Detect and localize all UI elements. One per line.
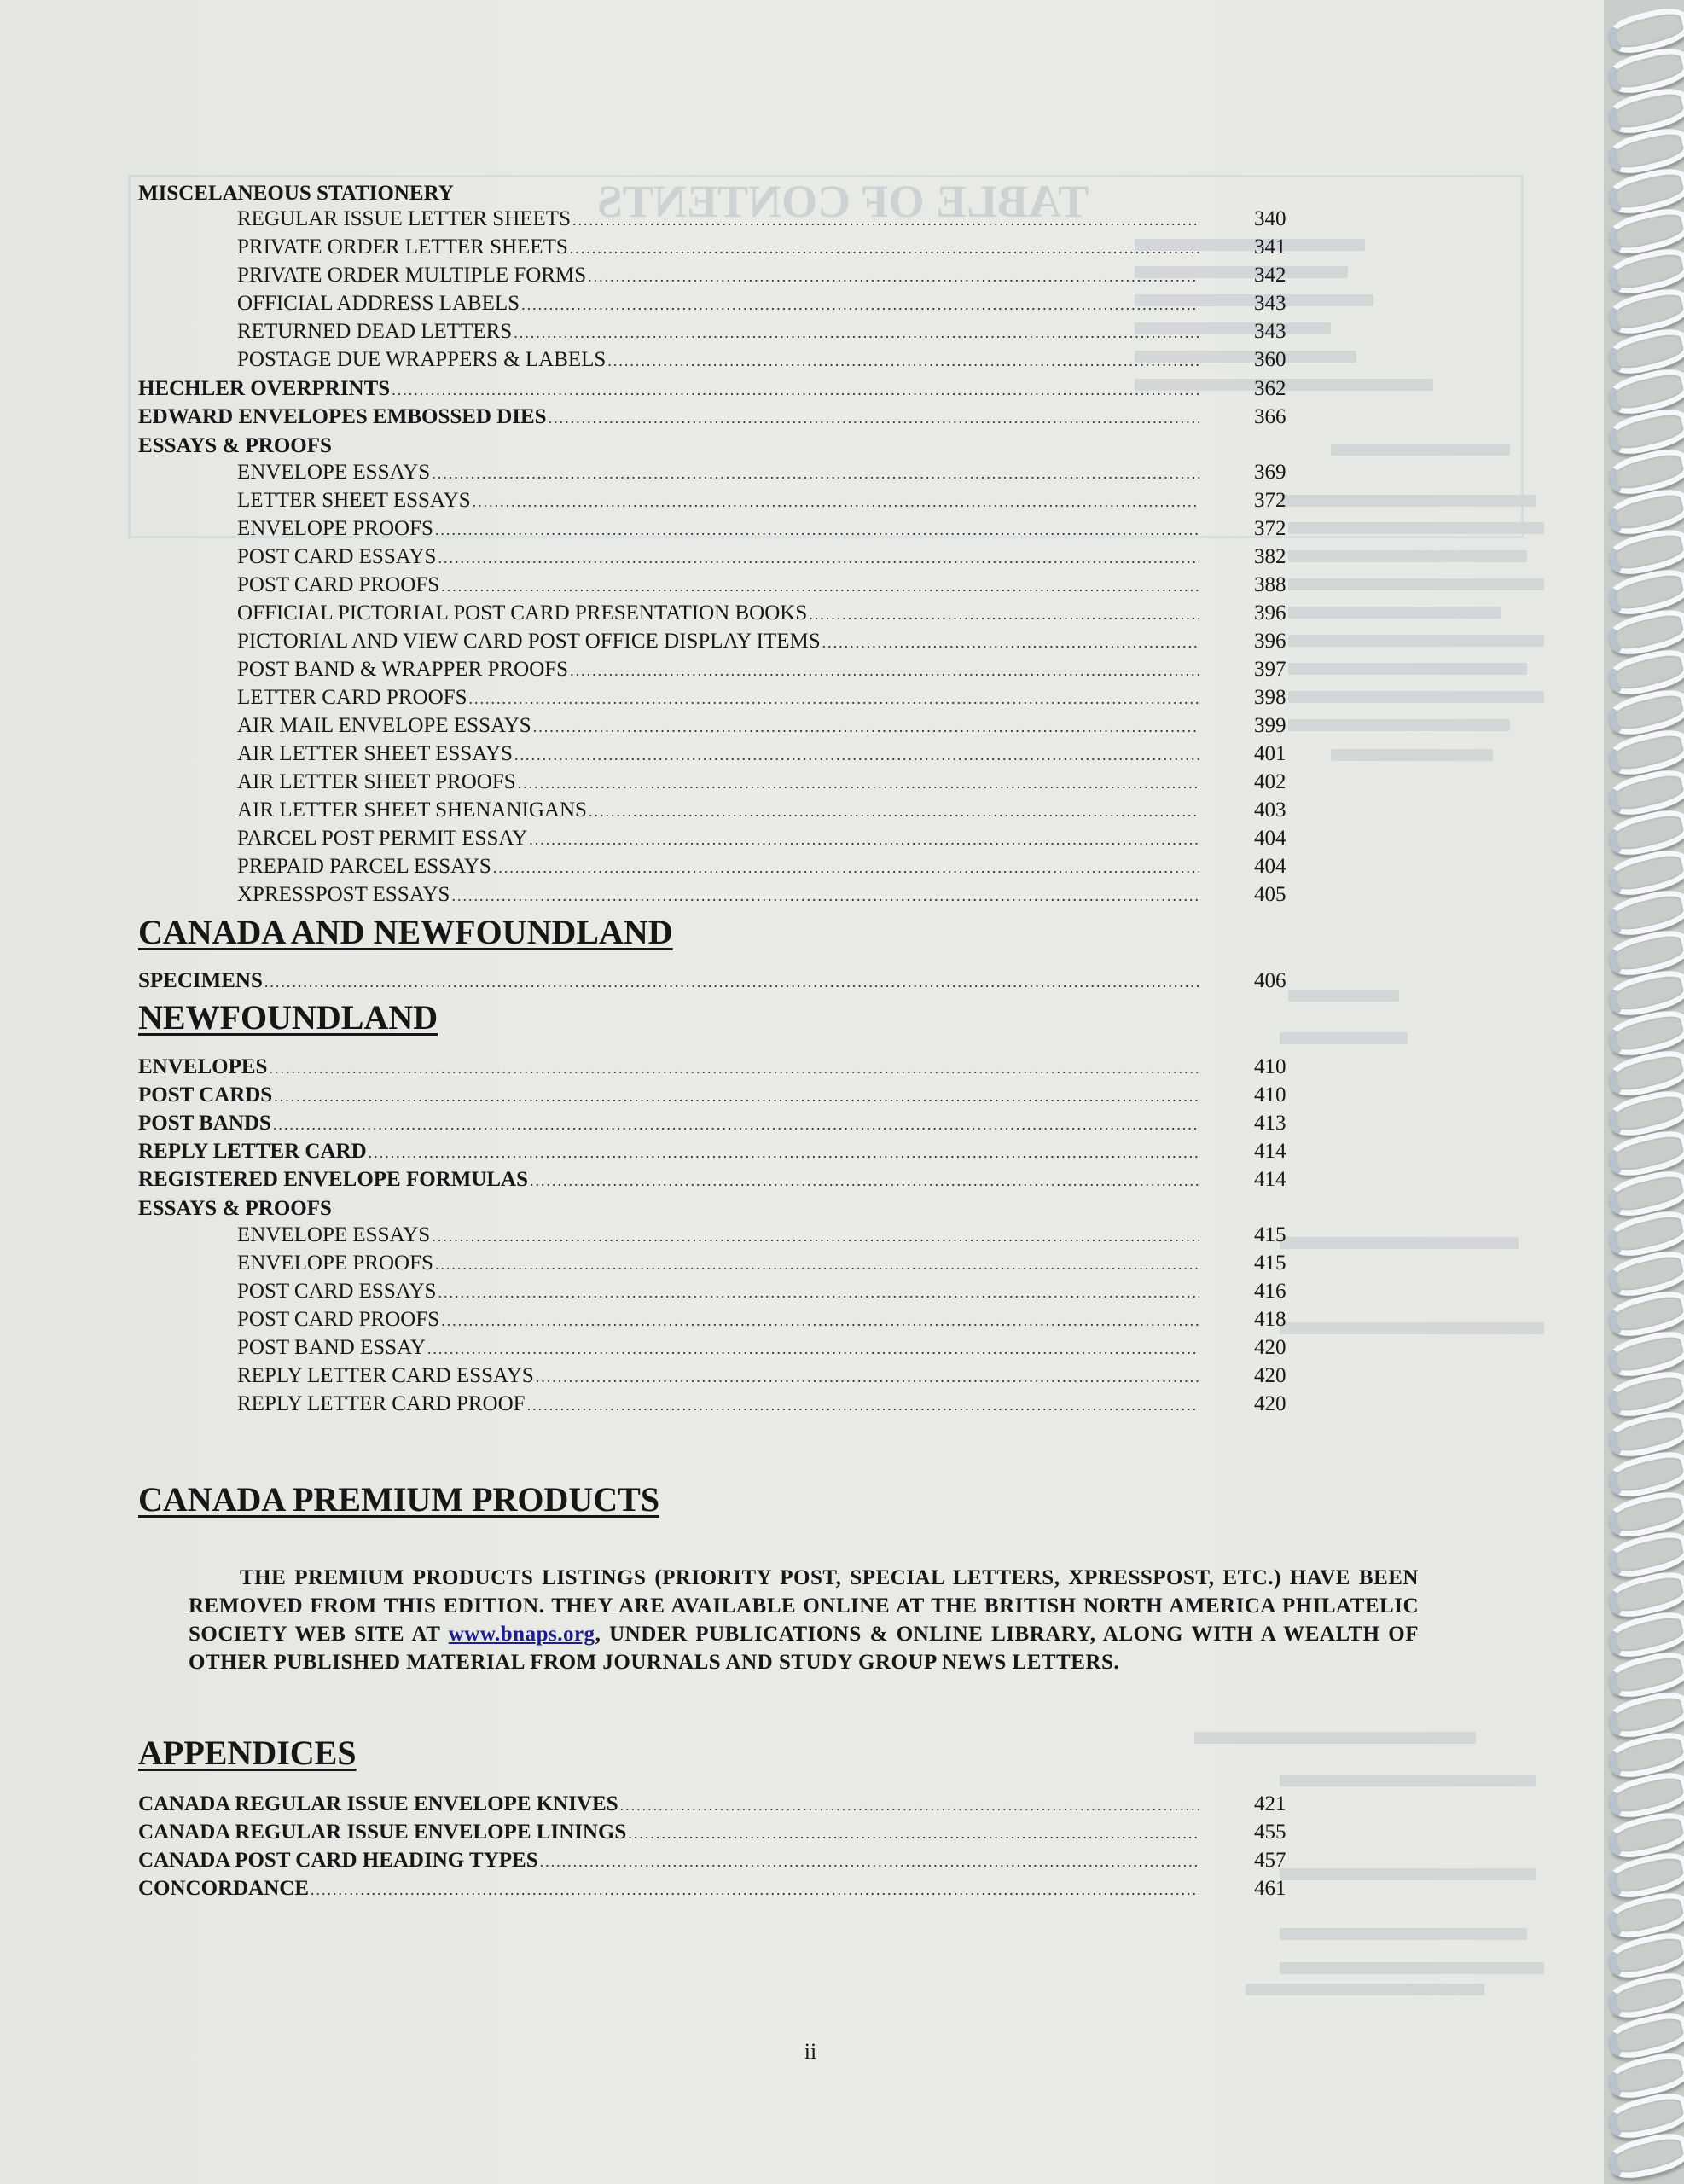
toc-entry-page: 414 <box>1254 1140 1286 1163</box>
toc-entry-label: POST CARD PROOFS <box>237 1308 440 1331</box>
toc-entry[interactable] <box>237 319 1286 346</box>
toc-entry-page: 457 <box>1254 1849 1286 1872</box>
toc-entry-label: LETTER CARD PROOFS <box>237 686 467 709</box>
toc-entry[interactable] <box>237 798 1286 824</box>
leader-dots <box>514 320 1199 346</box>
toc-entry-page: 415 <box>1254 1223 1286 1246</box>
toc-entry-label: ENVELOPES <box>138 1055 268 1078</box>
nfld-essays-proofs-heading: ESSAYS & PROOFS <box>138 1197 332 1220</box>
toc-entry-label: ENVELOPE ESSAYS <box>237 461 431 484</box>
leader-dots <box>628 1821 1199 1846</box>
toc-entry[interactable] <box>237 572 1286 599</box>
toc-entry-label: AIR LETTER SHEET PROOFS <box>237 770 516 793</box>
toc-entry-label: POSTAGE DUE WRAPPERS & LABELS <box>237 348 607 371</box>
toc-entry-label: POST CARD ESSAYS <box>237 545 437 568</box>
leader-dots <box>311 1877 1199 1902</box>
toc-entry-label: REGISTERED ENVELOPE FORMULAS <box>138 1168 529 1191</box>
leader-dots <box>620 1792 1199 1818</box>
premium-note-text: THE PREMIUM PRODUCTS LISTINGS (PRIORITY POST, SPECIAL LETTERS, XPRESSPOST, ETC.) HAVE BEEN REMOVED FROM THIS EDITION. THEY ARE AVAILABLE ONLINE AT THE BRITISH NORTH AMERICA PHILATELIC SOCIETY WEB SITE AT <box>189 1566 1419 1646</box>
toc-entry[interactable] <box>138 1111 1286 1137</box>
newfoundland-title: NEWFOUNDLAND <box>138 998 438 1037</box>
toc-entry-page: 414 <box>1254 1168 1286 1191</box>
leader-dots <box>432 461 1199 486</box>
canada-newfoundland-title: CANADA AND NEWFOUNDLAND <box>138 913 673 951</box>
premium-note-text-end: , UNDER PUBLICATIONS & ONLINE LIBRARY, ALONG WITH A WEALTH OF OTHER PUBLISHED MATERIAL FROM JOURNALS AND STUDY GROUP NEWS LETTERS. <box>189 1623 1419 1674</box>
leader-dots <box>549 405 1199 431</box>
toc-entry[interactable] <box>237 1391 1286 1418</box>
toc-entry[interactable] <box>237 1307 1286 1333</box>
toc-entry[interactable] <box>237 516 1286 543</box>
toc-entry[interactable] <box>138 1139 1286 1165</box>
toc-entry-page: 415 <box>1254 1252 1286 1275</box>
leader-dots <box>269 1055 1199 1081</box>
leader-dots <box>369 1140 1199 1165</box>
toc-entry-page: 455 <box>1254 1821 1286 1844</box>
toc-entry-label: PRIVATE ORDER LETTER SHEETS <box>237 235 568 258</box>
toc-entry-page: 343 <box>1254 292 1286 315</box>
toc-entry-label: REPLY LETTER CARD PROOF <box>237 1392 526 1415</box>
toc-entry-label: RETURNED DEAD LETTERS <box>237 320 513 343</box>
toc-entry-page: 410 <box>1254 1083 1286 1107</box>
toc-entry-page: 418 <box>1254 1308 1286 1331</box>
toc-entry-label: POST BANDS <box>138 1112 271 1135</box>
toc-entry-page: 396 <box>1254 630 1286 653</box>
toc-entry-page: 420 <box>1254 1364 1286 1387</box>
toc-entry[interactable] <box>138 1876 1286 1902</box>
toc-entry[interactable] <box>237 629 1286 655</box>
leader-dots <box>536 1364 1199 1390</box>
leader-dots <box>527 1392 1199 1418</box>
toc-entry-label: CONCORDANCE <box>138 1877 309 1900</box>
toc-entry[interactable] <box>237 206 1286 233</box>
toc-entry-page: 399 <box>1254 714 1286 737</box>
leader-dots <box>435 1252 1199 1277</box>
toc-entry[interactable] <box>138 1820 1286 1846</box>
toc-entry-label: POST CARDS <box>138 1083 273 1107</box>
toc-entry[interactable] <box>138 1848 1286 1874</box>
toc-entry[interactable] <box>237 291 1286 317</box>
leader-dots <box>438 545 1199 571</box>
toc-entry[interactable] <box>237 488 1286 514</box>
premium-products-title: CANADA PREMIUM PRODUCTS <box>138 1480 660 1519</box>
toc-entry-label: AIR LETTER SHEET ESSAYS <box>237 742 513 765</box>
toc-entry-label: LETTER SHEET ESSAYS <box>237 489 471 512</box>
toc-entry-page: 388 <box>1254 573 1286 596</box>
toc-entry-page: 382 <box>1254 545 1286 568</box>
misc-stationery-heading: MISCELANEOUS STATIONERY <box>138 182 454 205</box>
bnaps-link[interactable]: www.bnaps.org <box>448 1623 595 1646</box>
leader-dots <box>264 969 1199 995</box>
leader-dots <box>438 1280 1199 1305</box>
toc-entry-label: OFFICIAL PICTORIAL POST CARD PRESENTATION BOOKS <box>237 601 808 624</box>
toc-entry-label: POST CARD PROOFS <box>237 573 440 596</box>
leader-dots <box>570 235 1199 261</box>
toc-entry-page: 420 <box>1254 1336 1286 1359</box>
toc-entry[interactable] <box>138 1167 1286 1194</box>
toc-entry-label: CANADA POST CARD HEADING TYPES <box>138 1849 538 1872</box>
toc-entry[interactable] <box>237 741 1286 768</box>
leader-dots <box>441 1308 1199 1333</box>
toc-entry-label: ENVELOPE PROOFS <box>237 517 433 540</box>
leader-dots <box>392 377 1199 403</box>
toc-entry[interactable] <box>237 460 1286 486</box>
toc-entry-label: HECHLER OVERPRINTS <box>138 377 391 400</box>
leader-dots <box>432 1223 1199 1249</box>
leader-dots <box>572 207 1199 233</box>
toc-entry-page: 362 <box>1254 377 1286 400</box>
leader-dots <box>427 1336 1199 1362</box>
leader-dots <box>468 686 1199 712</box>
toc-entry-label: AIR LETTER SHEET SHENANIGANS <box>237 799 587 822</box>
toc-entry-page: 398 <box>1254 686 1286 709</box>
leader-dots <box>451 883 1199 909</box>
toc-entry-page: 420 <box>1254 1392 1286 1415</box>
leader-dots <box>570 658 1199 683</box>
spiral-binding <box>1604 0 1684 2184</box>
toc-entry-label: PICTORIAL AND VIEW CARD POST OFFICE DISPLAY ITEMS <box>237 630 821 653</box>
toc-entry-label: EDWARD ENVELOPES EMBOSSED DIES <box>138 405 547 428</box>
leader-dots <box>514 742 1199 768</box>
toc-entry-page: 405 <box>1254 883 1286 906</box>
toc-entry-page: 397 <box>1254 658 1286 681</box>
leader-dots <box>441 573 1199 599</box>
toc-entry-page: 402 <box>1254 770 1286 793</box>
leader-dots <box>533 714 1199 740</box>
leader-dots <box>530 1168 1199 1194</box>
toc-entry-label: PRIVATE ORDER MULTIPLE FORMS <box>237 264 587 287</box>
toc-entry-page: 410 <box>1254 1055 1286 1078</box>
toc-entry-page: 342 <box>1254 264 1286 287</box>
toc-entry[interactable] <box>237 263 1286 289</box>
toc-entry[interactable] <box>237 770 1286 796</box>
leader-dots <box>589 799 1199 824</box>
toc-entry-page: 406 <box>1254 969 1286 992</box>
toc-entry[interactable] <box>237 854 1286 880</box>
toc-entry-page: 360 <box>1254 348 1286 371</box>
toc-entry-page: 340 <box>1254 207 1286 230</box>
toc-entry[interactable] <box>237 826 1286 852</box>
toc-entry-label: REPLY LETTER CARD <box>138 1140 367 1163</box>
toc-entry[interactable] <box>237 1363 1286 1390</box>
toc-entry[interactable] <box>138 1054 1286 1081</box>
toc-entry-label: OFFICIAL ADDRESS LABELS <box>237 292 520 315</box>
appendices-title: APPENDICES <box>138 1734 357 1772</box>
toc-entry[interactable] <box>237 1223 1286 1249</box>
toc-entry-page: 369 <box>1254 461 1286 484</box>
toc-entry-label: REGULAR ISSUE LETTER SHEETS <box>237 207 571 230</box>
leader-dots <box>607 348 1199 374</box>
toc-entry-page: 413 <box>1254 1112 1286 1135</box>
toc-entry-label: AIR MAIL ENVELOPE ESSAYS <box>237 714 531 737</box>
toc-entry-page: 366 <box>1254 405 1286 428</box>
toc-entry-label: SPECIMENS <box>138 969 263 992</box>
essays-proofs-heading: ESSAYS & PROOFS <box>138 434 332 457</box>
toc-entry-label: CANADA REGULAR ISSUE ENVELOPE KNIVES <box>138 1792 618 1815</box>
toc-entry-label: POST BAND ESSAY <box>237 1336 426 1359</box>
toc-entry-label: ENVELOPE ESSAYS <box>237 1223 431 1246</box>
page-number: ii <box>804 2039 817 2064</box>
toc-entry-label: ENVELOPE PROOFS <box>237 1252 433 1275</box>
toc-entry-page: 401 <box>1254 742 1286 765</box>
toc-entry-page: 372 <box>1254 489 1286 512</box>
leader-dots <box>540 1849 1199 1874</box>
toc-entry-page: 341 <box>1254 235 1286 258</box>
toc-entry[interactable] <box>237 601 1286 627</box>
toc-entry[interactable] <box>237 1335 1286 1362</box>
reverse-side-show-through: TABLE OF CONTENTS <box>0 0 1629 2184</box>
leader-dots <box>273 1112 1199 1137</box>
leader-dots <box>822 630 1199 655</box>
toc-entry-label: CANADA REGULAR ISSUE ENVELOPE LININGS <box>138 1821 627 1844</box>
toc-entry[interactable] <box>237 235 1286 261</box>
toc-entry-label: XPRESSPOST ESSAYS <box>237 883 450 906</box>
toc-entry-label: PARCEL POST PERMIT ESSAY <box>237 827 528 850</box>
toc-entry-hechler[interactable] <box>138 376 1286 403</box>
leader-dots <box>809 601 1199 627</box>
toc-entry-edward[interactable] <box>138 404 1286 431</box>
toc-entry[interactable] <box>237 1251 1286 1277</box>
toc-entry-page: 403 <box>1254 799 1286 822</box>
leader-dots <box>518 770 1199 796</box>
leader-dots <box>529 827 1199 852</box>
toc-entry[interactable] <box>237 1279 1286 1305</box>
toc-entry[interactable] <box>237 347 1286 374</box>
toc-entry-page: 404 <box>1254 827 1286 850</box>
toc-entry-page: 396 <box>1254 601 1286 624</box>
toc-entry[interactable] <box>237 544 1286 571</box>
toc-entry[interactable] <box>138 1792 1286 1818</box>
toc-entry-page: 461 <box>1254 1877 1286 1900</box>
toc-entry[interactable] <box>237 713 1286 740</box>
toc-entry[interactable] <box>237 685 1286 712</box>
toc-entry-specimens[interactable] <box>138 968 1286 995</box>
toc-entry-page: 404 <box>1254 855 1286 878</box>
toc-entry-label: REPLY LETTER CARD ESSAYS <box>237 1364 534 1387</box>
toc-entry-page: 372 <box>1254 517 1286 540</box>
leader-dots <box>493 855 1199 880</box>
leader-dots <box>435 517 1199 543</box>
toc-entry-label: POST CARD ESSAYS <box>237 1280 437 1303</box>
premium-products-note <box>189 1564 1419 1676</box>
toc-entry-label: POST BAND & WRAPPER PROOFS <box>237 658 569 681</box>
leader-dots <box>521 292 1199 317</box>
toc-entry-page: 343 <box>1254 320 1286 343</box>
toc-entry[interactable] <box>237 657 1286 683</box>
leader-dots <box>588 264 1199 289</box>
toc-entry[interactable] <box>138 1083 1286 1109</box>
toc-entry[interactable] <box>237 882 1286 909</box>
toc-entry-label: PREPAID PARCEL ESSAYS <box>237 855 491 878</box>
leader-dots <box>274 1083 1199 1109</box>
toc-entry-page: 416 <box>1254 1280 1286 1303</box>
leader-dots <box>473 489 1199 514</box>
toc-entry-page: 421 <box>1254 1792 1286 1815</box>
